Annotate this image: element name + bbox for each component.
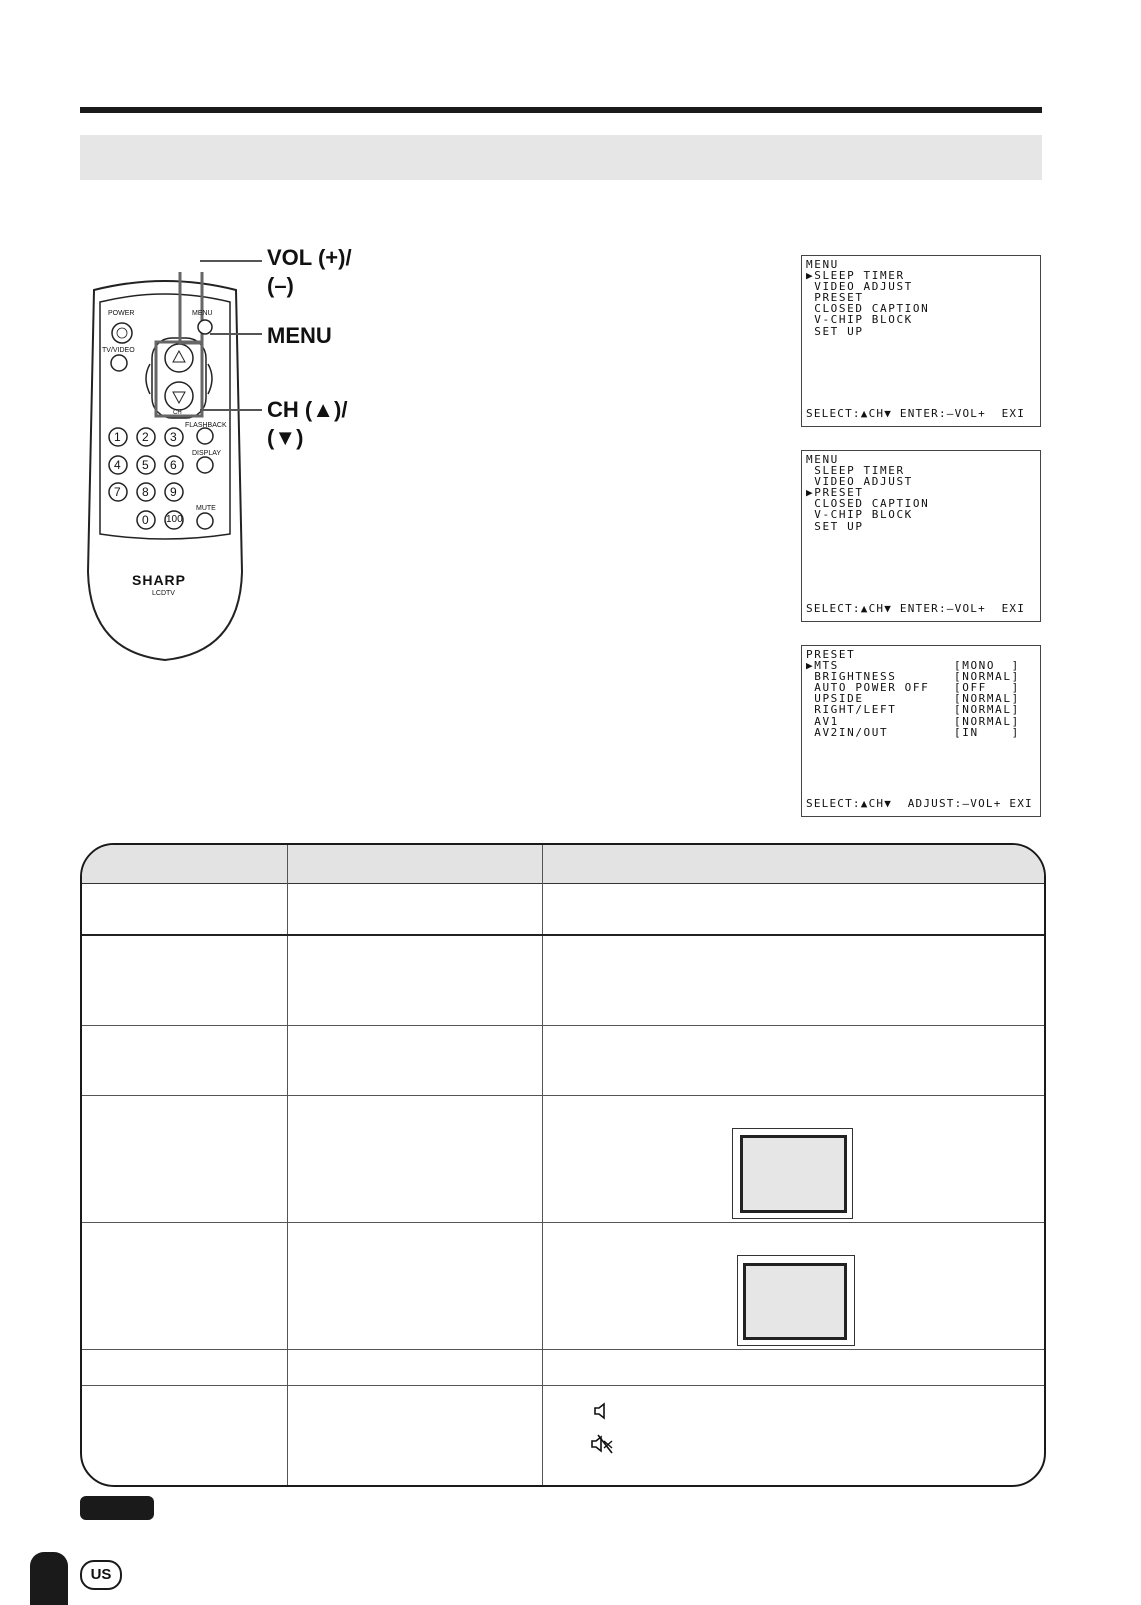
digit-4[interactable]: 4 [114,458,121,472]
speaker-icon [592,1401,612,1421]
digit-6[interactable]: 6 [170,458,177,472]
us-region-badge: US [80,1560,122,1590]
ch-callout [267,396,347,452]
digit-0[interactable]: 0 [142,513,149,527]
top-rule [80,107,1042,113]
tv-video-label: TV/VIDEO [102,347,135,354]
osd-menu-2-footer: SELECT:▲CH▼ ENTER:–VOL+ EXI [806,602,1026,615]
preset-settings-table [80,843,1046,1487]
callout-lines [200,255,270,415]
flashback-label: FLASHBACK [185,422,227,429]
row-divider-5 [82,1349,1044,1350]
vol-label [267,244,352,300]
row-divider-6 [82,1385,1044,1386]
row-divider-4 [82,1222,1044,1223]
digit-5[interactable]: 5 [142,458,149,472]
digit-3[interactable]: 3 [170,430,177,444]
osd-menu-1-lines: MENU ▶SLEEP TIMER VIDEO ADJUST PRESET CLOSED CAPTION V-CHIP BLOCK SET UP [806,258,930,338]
ch-label-line2: (▼) [267,425,304,450]
tv-upside-illustration [732,1128,853,1219]
row-divider-1 [82,934,1044,936]
page-side-tab [30,1552,68,1605]
mute-label: MUTE [196,505,216,512]
osd-preset-footer: SELECT:▲CH▼ ADJUST:–VOL+ EXI [806,797,1033,810]
menu-callout: MENU [267,323,332,348]
column-divider-1 [287,845,288,1485]
row-divider-3 [82,1095,1044,1096]
row-divider-2 [82,1025,1044,1026]
osd-screen-preset [801,645,1041,817]
note-badge [80,1496,154,1520]
digit-2[interactable]: 2 [142,430,149,444]
digit-8[interactable]: 8 [142,485,149,499]
table-header-row [82,845,1044,884]
osd-screen-menu-2 [801,450,1041,622]
osd-menu-1-footer: SELECT:▲CH▼ ENTER:–VOL+ EXI [806,407,1026,420]
remote-model: LCDTV [152,590,175,597]
digit-100[interactable]: 100 [166,514,183,525]
osd-preset-lines: PRESET ▶MTS [MONO ] BRIGHTNESS [NORMAL] AUTO POWER OFF [OFF ] UPSIDE [NORMAL] RIGHT/LEFT [NORMAL] AV1 [NORMAL] AV2IN/OUT [IN ] [806,648,1020,739]
digit-7[interactable]: 7 [114,485,121,499]
osd-menu-2-lines: MENU SLEEP TIMER VIDEO ADJUST ▶PRESET CLOSED CAPTION V-CHIP BLOCK SET UP [806,453,930,533]
column-divider-2 [542,845,543,1485]
digit-1[interactable]: 1 [114,430,121,444]
digit-9[interactable]: 9 [170,485,177,499]
remote-brand: SHARP [132,572,187,588]
vol-label-line1: VOL (+)/ [267,245,352,270]
speaker-muted-icon [589,1433,615,1455]
menu-label: MENU [192,310,213,317]
osd-screen-menu-1 [801,255,1041,427]
display-label: DISPLAY [192,450,222,457]
ch-label-line1: CH (▲)/ [267,397,348,422]
power-label: POWER [108,310,135,317]
tv-right-left-illustration [737,1255,855,1346]
vol-label-line2: (–) [267,273,294,298]
section-title-band [80,135,1042,180]
ch-label: CH [173,410,182,416]
